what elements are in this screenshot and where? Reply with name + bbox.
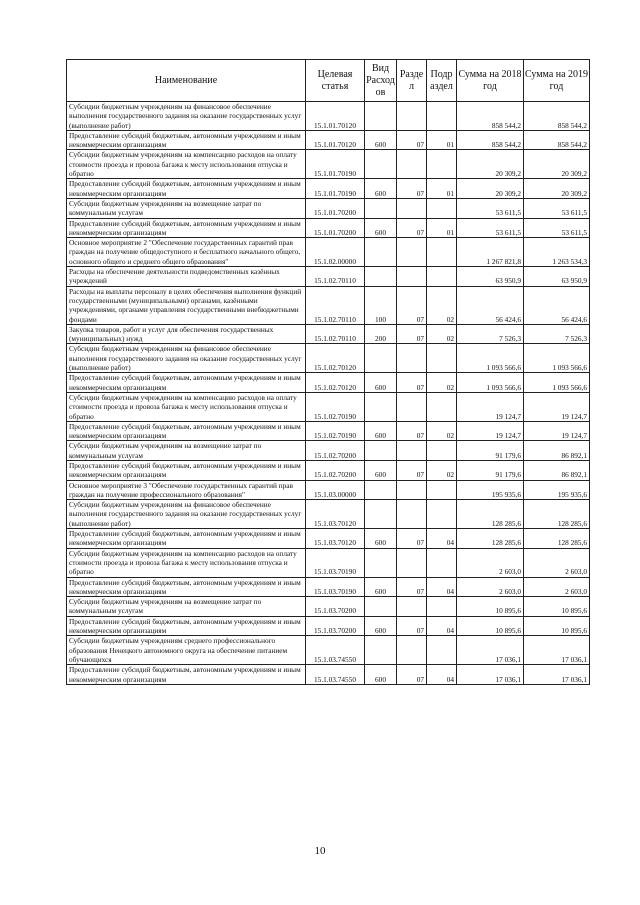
cell-sum-2018: 56 424,6	[457, 286, 524, 324]
cell-name: Предоставление субсидий бюджетным, автономным учреждениям и иным некоммерческим организациям	[67, 616, 306, 636]
cell-name: Предоставление субсидий бюджетным, автономным учреждениям и иным некоммерческим организациям	[67, 529, 306, 549]
cell-sum-2019: 1 093 566,6	[524, 344, 590, 373]
cell-name: Расходы на выплаты персоналу в целях обеспечения выполнения функций государственными (муниципальными) органами, казёнными учреждениями, органами управления государственными внебюджетными фондами	[67, 286, 306, 324]
cell-subsection	[427, 480, 457, 500]
header-section: Разде л	[397, 60, 427, 102]
table-row	[67, 597, 590, 617]
cell-name: Закупка товаров, работ и услуг для обеспечения государственных (муниципальных) нужд	[67, 324, 306, 344]
cell-sum-2019: 20 309,2	[524, 179, 590, 199]
table-row	[67, 480, 590, 500]
cell-section	[397, 597, 427, 617]
cell-type	[365, 198, 397, 218]
cell-type	[365, 480, 397, 500]
cell-subsection	[427, 102, 457, 131]
cell-section: 07	[397, 218, 427, 238]
table-header-row	[67, 60, 590, 102]
cell-section	[397, 636, 427, 665]
cell-name: Предоставление субсидий бюджетным, автономным учреждениям и иным некоммерческим организациям	[67, 130, 306, 150]
cell-section	[397, 548, 427, 577]
cell-sum-2018: 2 603,0	[457, 548, 524, 577]
page-number: 10	[314, 845, 326, 857]
cell-subsection	[427, 267, 457, 287]
table-row	[67, 373, 590, 393]
cell-sum-2018: 2 603,0	[457, 577, 524, 597]
cell-name: Субсидии бюджетным учреждениям на финансовое обеспечение выполнения государственного задания на оказание государственных услуг (выполнение работ)	[67, 344, 306, 373]
cell-name: Субсидии бюджетным учреждениям на финансовое обеспечение выполнения государственного задания на оказание государственных услуг (выполнение работ)	[67, 102, 306, 131]
cell-name: Предоставление субсидий бюджетным, автономным учреждениям и иным некоммерческим организациям	[67, 218, 306, 238]
cell-section: 07	[397, 460, 427, 480]
cell-type: 600	[365, 130, 397, 150]
cell-sum-2019: 195 935,6	[524, 480, 590, 500]
cell-sum-2019: 19 124,7	[524, 392, 590, 421]
cell-subsection	[427, 392, 457, 421]
header-subsection: Подр аздел	[427, 60, 457, 102]
cell-target: 15.1.02.70190	[306, 392, 365, 421]
cell-type	[365, 238, 397, 267]
cell-section: 07	[397, 286, 427, 324]
cell-type: 100	[365, 286, 397, 324]
cell-type	[365, 597, 397, 617]
cell-target: 15.1.02.70190	[306, 421, 365, 441]
header-sum-2018: Сумма на 2018 год	[457, 60, 524, 102]
cell-name: Основное мероприятие 3 "Обеспечение государственных гарантий прав граждан на получение профессионального образования"	[67, 480, 306, 500]
cell-type: 600	[365, 421, 397, 441]
cell-name: Субсидии бюджетным учреждениям на компенсацию расходов на оплату стоимости проезда и провоза багажа к месту использования отпуска и обратно	[67, 392, 306, 421]
cell-sum-2018: 128 285,6	[457, 529, 524, 549]
cell-sum-2018: 10 895,6	[457, 597, 524, 617]
table-row	[67, 102, 590, 131]
cell-name: Субсидии бюджетным учреждениям на возмещение затрат по коммунальным услугам	[67, 441, 306, 461]
cell-subsection: 04	[427, 616, 457, 636]
cell-target: 15.1.01.70120	[306, 102, 365, 131]
table-row	[67, 344, 590, 373]
budget-table	[66, 59, 590, 685]
cell-subsection: 01	[427, 130, 457, 150]
cell-sum-2018: 19 124,7	[457, 421, 524, 441]
cell-sum-2018: 1 267 821,8	[457, 238, 524, 267]
header-target: Целевая статья	[306, 60, 365, 102]
table-row	[67, 324, 590, 344]
cell-target: 15.1.01.70120	[306, 130, 365, 150]
cell-target: 15.1.03.70200	[306, 597, 365, 617]
cell-sum-2018: 17 036,1	[457, 665, 524, 685]
cell-subsection: 02	[427, 324, 457, 344]
cell-sum-2018: 858 544,2	[457, 102, 524, 131]
cell-section	[397, 238, 427, 267]
header-sum-2019: Сумма на 2019 год	[524, 60, 590, 102]
cell-type: 600	[365, 529, 397, 549]
table-row	[67, 460, 590, 480]
cell-sum-2019: 86 892,1	[524, 441, 590, 461]
cell-type	[365, 500, 397, 529]
cell-type: 600	[365, 665, 397, 685]
table-row	[67, 529, 590, 549]
cell-target: 15.1.02.00000	[306, 238, 365, 267]
cell-target: 15.1.02.70200	[306, 441, 365, 461]
cell-subsection	[427, 441, 457, 461]
cell-section	[397, 480, 427, 500]
cell-sum-2018: 1 093 566,6	[457, 373, 524, 393]
table-row	[67, 421, 590, 441]
cell-target: 15.1.02.70110	[306, 267, 365, 287]
cell-section: 07	[397, 130, 427, 150]
cell-sum-2018: 7 526,3	[457, 324, 524, 344]
cell-target: 15.1.02.70110	[306, 286, 365, 324]
cell-target: 15.1.03.70190	[306, 577, 365, 597]
cell-sum-2018: 17 036,1	[457, 636, 524, 665]
budget-table-container	[66, 59, 589, 685]
cell-subsection	[427, 500, 457, 529]
cell-section	[397, 150, 427, 179]
cell-sum-2018: 19 124,7	[457, 392, 524, 421]
cell-target: 15.1.01.70200	[306, 198, 365, 218]
cell-sum-2019: 10 895,6	[524, 597, 590, 617]
cell-type: 600	[365, 577, 397, 597]
cell-sum-2019: 86 892,1	[524, 460, 590, 480]
table-row	[67, 636, 590, 665]
cell-section	[397, 102, 427, 131]
table-row	[67, 392, 590, 421]
cell-name: Предоставление субсидий бюджетным, автономным учреждениям и иным некоммерческим организациям	[67, 373, 306, 393]
cell-type	[365, 548, 397, 577]
header-type: Вид Расход ов	[365, 60, 397, 102]
cell-type: 600	[365, 218, 397, 238]
cell-type	[365, 267, 397, 287]
cell-target: 15.1.01.70190	[306, 150, 365, 179]
cell-subsection	[427, 198, 457, 218]
cell-section	[397, 198, 427, 218]
cell-type: 600	[365, 179, 397, 199]
cell-subsection: 01	[427, 179, 457, 199]
cell-sum-2018: 20 309,2	[457, 179, 524, 199]
cell-name: Субсидии бюджетным учреждениям на финансовое обеспечение выполнения государственного задания на оказание государственных услуг (выполнение работ)	[67, 500, 306, 529]
cell-name: Предоставление субсидий бюджетным, автономным учреждениям и иным некоммерческим организациям	[67, 577, 306, 597]
table-row	[67, 577, 590, 597]
cell-sum-2019: 128 285,6	[524, 500, 590, 529]
cell-section: 07	[397, 616, 427, 636]
cell-name: Субсидии бюджетным учреждениям на возмещение затрат по коммунальным услугам	[67, 597, 306, 617]
cell-target: 15.1.03.70120	[306, 529, 365, 549]
cell-sum-2019: 63 950,9	[524, 267, 590, 287]
cell-name: Субсидии бюджетным учреждениям на возмещение затрат по коммунальным услугам	[67, 198, 306, 218]
cell-target: 15.1.03.74550	[306, 665, 365, 685]
cell-subsection: 01	[427, 218, 457, 238]
cell-sum-2019: 53 611,5	[524, 218, 590, 238]
cell-type	[365, 441, 397, 461]
table-row	[67, 198, 590, 218]
cell-target: 15.1.03.70200	[306, 616, 365, 636]
cell-subsection	[427, 238, 457, 267]
cell-sum-2018: 91 179,6	[457, 460, 524, 480]
cell-subsection: 04	[427, 529, 457, 549]
cell-sum-2018: 53 611,5	[457, 218, 524, 238]
cell-type: 600	[365, 373, 397, 393]
cell-sum-2019: 53 611,5	[524, 198, 590, 218]
cell-name: Предоставление субсидий бюджетным, автономным учреждениям и иным некоммерческим организациям	[67, 179, 306, 199]
cell-name: Основное мероприятие 2 "Обеспечение государственных гарантий прав граждан на получение общедоступного и бесплатного начального общего, основного общего и среднего общего образования"	[67, 238, 306, 267]
cell-sum-2019: 17 036,1	[524, 665, 590, 685]
cell-target: 15.1.02.70120	[306, 344, 365, 373]
cell-target: 15.1.03.00000	[306, 480, 365, 500]
cell-target: 15.1.02.70120	[306, 373, 365, 393]
cell-name: Расходы на обеспечение деятельности подведомственных казённых учреждений	[67, 267, 306, 287]
cell-sum-2019: 858 544,2	[524, 130, 590, 150]
table-row	[67, 500, 590, 529]
cell-name: Предоставление субсидий бюджетным, автономным учреждениям и иным некоммерческим организациям	[67, 421, 306, 441]
table-row	[67, 616, 590, 636]
cell-name: Предоставление субсидий бюджетным, автономным учреждениям и иным некоммерческим организациям	[67, 665, 306, 685]
cell-sum-2019: 17 036,1	[524, 636, 590, 665]
cell-sum-2019: 2 603,0	[524, 577, 590, 597]
cell-sum-2019: 858 544,2	[524, 102, 590, 131]
table-row	[67, 665, 590, 685]
cell-subsection	[427, 344, 457, 373]
cell-target: 15.1.03.74550	[306, 636, 365, 665]
cell-section: 07	[397, 665, 427, 685]
header-name: Наименование	[67, 60, 306, 102]
cell-target: 15.1.02.70200	[306, 460, 365, 480]
table-row	[67, 441, 590, 461]
cell-sum-2018: 53 611,5	[457, 198, 524, 218]
cell-sum-2019: 1 263 534,3	[524, 238, 590, 267]
cell-subsection	[427, 636, 457, 665]
cell-subsection	[427, 597, 457, 617]
cell-sum-2018: 1 093 566,6	[457, 344, 524, 373]
cell-subsection: 04	[427, 577, 457, 597]
cell-name: Субсидии бюджетным учреждениям среднего профессионального образования Ненецкого автономного округа на обеспечение питанием обучающихся	[67, 636, 306, 665]
cell-subsection: 02	[427, 286, 457, 324]
cell-sum-2018: 63 950,9	[457, 267, 524, 287]
cell-section: 07	[397, 421, 427, 441]
table-row	[67, 238, 590, 267]
cell-sum-2019: 19 124,7	[524, 421, 590, 441]
cell-section	[397, 392, 427, 421]
cell-sum-2018: 858 544,2	[457, 130, 524, 150]
cell-section: 07	[397, 529, 427, 549]
cell-sum-2018: 128 285,6	[457, 500, 524, 529]
cell-section	[397, 344, 427, 373]
cell-section	[397, 267, 427, 287]
cell-section	[397, 441, 427, 461]
cell-sum-2018: 195 935,6	[457, 480, 524, 500]
cell-section: 07	[397, 577, 427, 597]
cell-target: 15.1.03.70120	[306, 500, 365, 529]
cell-subsection: 02	[427, 373, 457, 393]
cell-subsection	[427, 548, 457, 577]
table-row	[67, 218, 590, 238]
cell-name: Субсидии бюджетным учреждениям на компенсацию расходов на оплату стоимости проезда и провоза багажа к месту использования отпуска и обратно	[67, 150, 306, 179]
cell-subsection: 04	[427, 665, 457, 685]
cell-type: 600	[365, 460, 397, 480]
cell-type	[365, 150, 397, 179]
table-row	[67, 179, 590, 199]
cell-sum-2018: 91 179,6	[457, 441, 524, 461]
cell-sum-2019: 128 285,6	[524, 529, 590, 549]
cell-sum-2018: 10 895,6	[457, 616, 524, 636]
cell-subsection	[427, 150, 457, 179]
cell-section: 07	[397, 179, 427, 199]
table-row	[67, 286, 590, 324]
cell-sum-2019: 56 424,6	[524, 286, 590, 324]
table-row	[67, 150, 590, 179]
cell-target: 15.1.02.70110	[306, 324, 365, 344]
cell-target: 15.1.01.70190	[306, 179, 365, 199]
cell-sum-2019: 20 309,2	[524, 150, 590, 179]
cell-name: Субсидии бюджетным учреждениям на компенсацию расходов на оплату стоимости проезда и провоза багажа к месту использования отпуска и обратно	[67, 548, 306, 577]
cell-sum-2019: 1 093 566,6	[524, 373, 590, 393]
cell-section	[397, 500, 427, 529]
cell-subsection: 02	[427, 460, 457, 480]
cell-name: Предоставление субсидий бюджетным, автономным учреждениям и иным некоммерческим организациям	[67, 460, 306, 480]
cell-target: 15.1.01.70200	[306, 218, 365, 238]
table-row	[67, 267, 590, 287]
cell-target: 15.1.03.70190	[306, 548, 365, 577]
cell-section: 07	[397, 324, 427, 344]
cell-sum-2019: 7 526,3	[524, 324, 590, 344]
cell-type: 200	[365, 324, 397, 344]
table-row	[67, 548, 590, 577]
cell-section: 07	[397, 373, 427, 393]
cell-type: 600	[365, 616, 397, 636]
cell-type	[365, 392, 397, 421]
cell-sum-2019: 10 895,6	[524, 616, 590, 636]
cell-subsection: 02	[427, 421, 457, 441]
cell-sum-2018: 20 309,2	[457, 150, 524, 179]
cell-type	[365, 636, 397, 665]
table-row	[67, 130, 590, 150]
cell-sum-2019: 2 603,0	[524, 548, 590, 577]
cell-type	[365, 344, 397, 373]
cell-type	[365, 102, 397, 131]
